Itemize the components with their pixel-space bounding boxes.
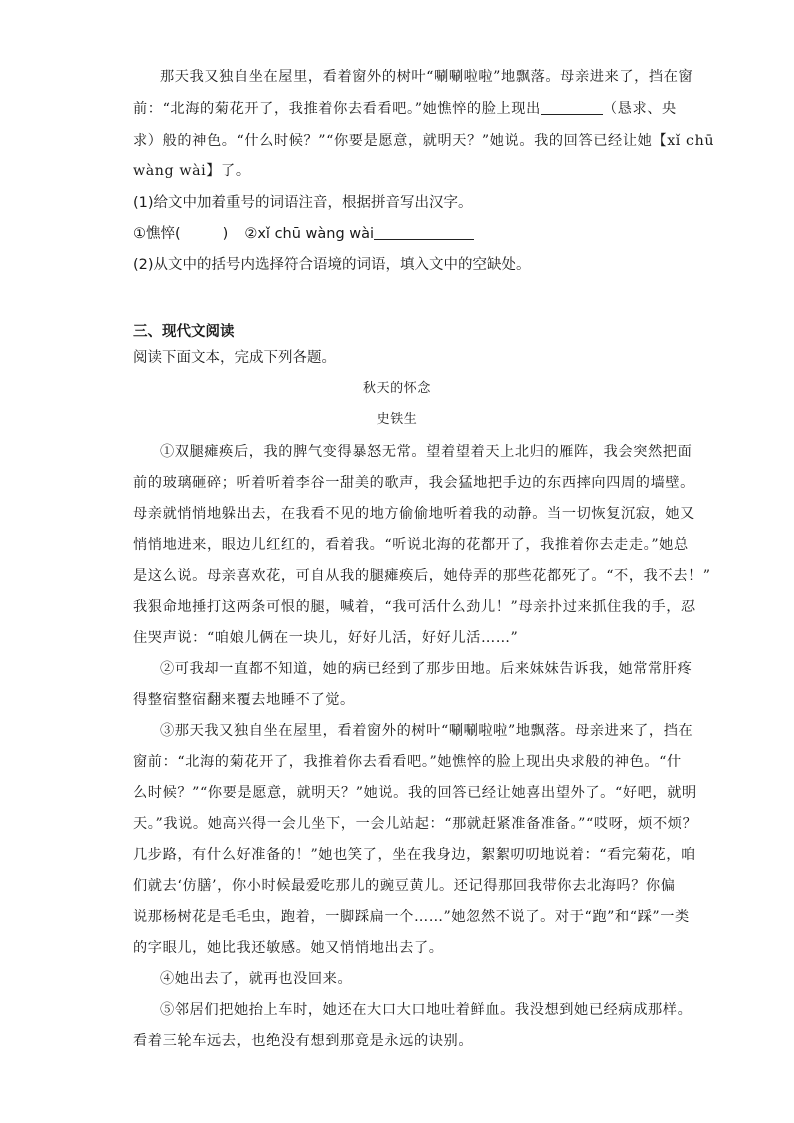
question-2: (2)从文中的括号内选择符合语境的词语，填入文中的空缺处。 [133, 257, 531, 273]
article-line: 住哭声说：“咱娘儿俩在一块儿，好好儿活，好好儿活……” [133, 630, 519, 646]
section-heading: 三、现代文阅读 [133, 324, 235, 340]
item-1-label: ① [133, 226, 146, 242]
item-1-word: 憔悴( [146, 226, 181, 242]
exercise-para-line-2: 前：“北海的菊花开了，我推着你去看看吧。”她憔悴的脸上现出 （恳求、央 [133, 101, 677, 117]
exercise-para-line-1: 那天我又独自坐在屋里，看着窗外的树叶“唰唰啦啦”地飘落。母亲进来了，挡在窗 [160, 69, 694, 85]
item-2-answer-blank[interactable] [374, 239, 474, 240]
article-line: 的字眼儿，她比我还敏感。她又悄悄地出去了。 [133, 940, 444, 956]
article-line: 么时候？”“你要是愿意，就明天？”她说。我的回答已经让她喜出望外了。“好吧，就明 [133, 785, 697, 801]
item-2-label: ② [244, 226, 258, 242]
article-line: 看着三轮车远去，也绝没有想到那竟是永远的诀别。 [133, 1033, 474, 1049]
article-line: ②可我却一直都不知道，她的病已经到了那步田地。后来妹妹告诉我，她常常肝疼 [160, 661, 693, 677]
article-title: 秋天的怀念 [362, 381, 431, 396]
article-line: ③那天我又独自坐在屋里，看着窗外的树叶“唰唰啦啦”地飘落。母亲进来了，挡在 [160, 723, 694, 739]
question-1-items: ①憔悴( ) ②xǐ chū wàng wài [133, 224, 474, 244]
article-author: 史铁生 [376, 412, 418, 427]
article-line: 悄悄地进来，眼边儿红红的，看着我。“听说北海的花都开了，我推着你去走走。”她总 [133, 537, 689, 553]
section-instruction: 阅读下面文本，完成下列各题。 [133, 350, 336, 366]
article-line: 几步路，有什么好准备的！”她也笑了，坐在我身边，絮絮叨叨地说着：“看完菊花，咱 [133, 847, 696, 863]
article-line: 我狠命地捶打这两条可恨的腿，喊着，“我可活什么劲儿！”母亲扑过来抓住我的手，忍 [133, 599, 696, 615]
answer-blank[interactable] [541, 114, 603, 115]
question-1: (1)给文中加着重号的词语注音，根据拼音写出汉字。 [133, 195, 473, 211]
article-line: 窗前：“北海的菊花开了，我推着你去看看吧。”她憔悴的脸上现出央求般的神色。“什 [133, 754, 682, 770]
article-line: ④她出去了，就再也没回来。 [160, 971, 353, 987]
article-line: 母亲就悄悄地躲出去，在我看不见的地方偷偷地听着我的动静。当一切恢复沉寂，她又 [133, 506, 695, 522]
exercise-para-line-4: wàng wài】了。 [133, 163, 251, 179]
article-line: 天。”我说。她高兴得一会儿坐下，一会儿站起：“那就赶紧准备准备。”“哎呀，烦不烦？ [133, 816, 698, 832]
article-line: 前的玻璃砸碎；听着听着李谷一甜美的歌声，我会猛地把手边的东西摔向四周的墙壁。 [133, 475, 695, 491]
article-line: ①双腿瘫痪后，我的脾气变得暴怒无常。望着望着天上北归的雁阵，我会突然把面 [160, 444, 693, 460]
article-line: 说那杨树花是毛毛虫，跑着，一脚踩扁一个……”她忽然不说了。对于“跑”和“踩”一类 [133, 909, 690, 925]
item-2-pinyin: xǐ chū wàng wài [257, 226, 375, 242]
exercise-para-line-3: 求）般的神色。“什么时候？”“你要是愿意，就明天？”她说。我的回答已经让她【xǐ chū [133, 133, 715, 149]
article-line: 是这么说。母亲喜欢花，可自从我的腿瘫痪后，她侍弄的那些花都死了。“不，我不去！” [133, 568, 711, 584]
article-line: ⑤邻居们把她抬上车时，她还在大口大口地吐着鲜血。我没想到她已经病成那样。 [160, 1002, 693, 1018]
article-line: 得整宿整宿翻来覆去地睡不了觉。 [133, 692, 355, 708]
article-line: 们就去‘仿膳’，你小时候最爱吃那儿的豌豆黄儿。还记得那回我带你去北海吗？你偏 [133, 878, 676, 894]
